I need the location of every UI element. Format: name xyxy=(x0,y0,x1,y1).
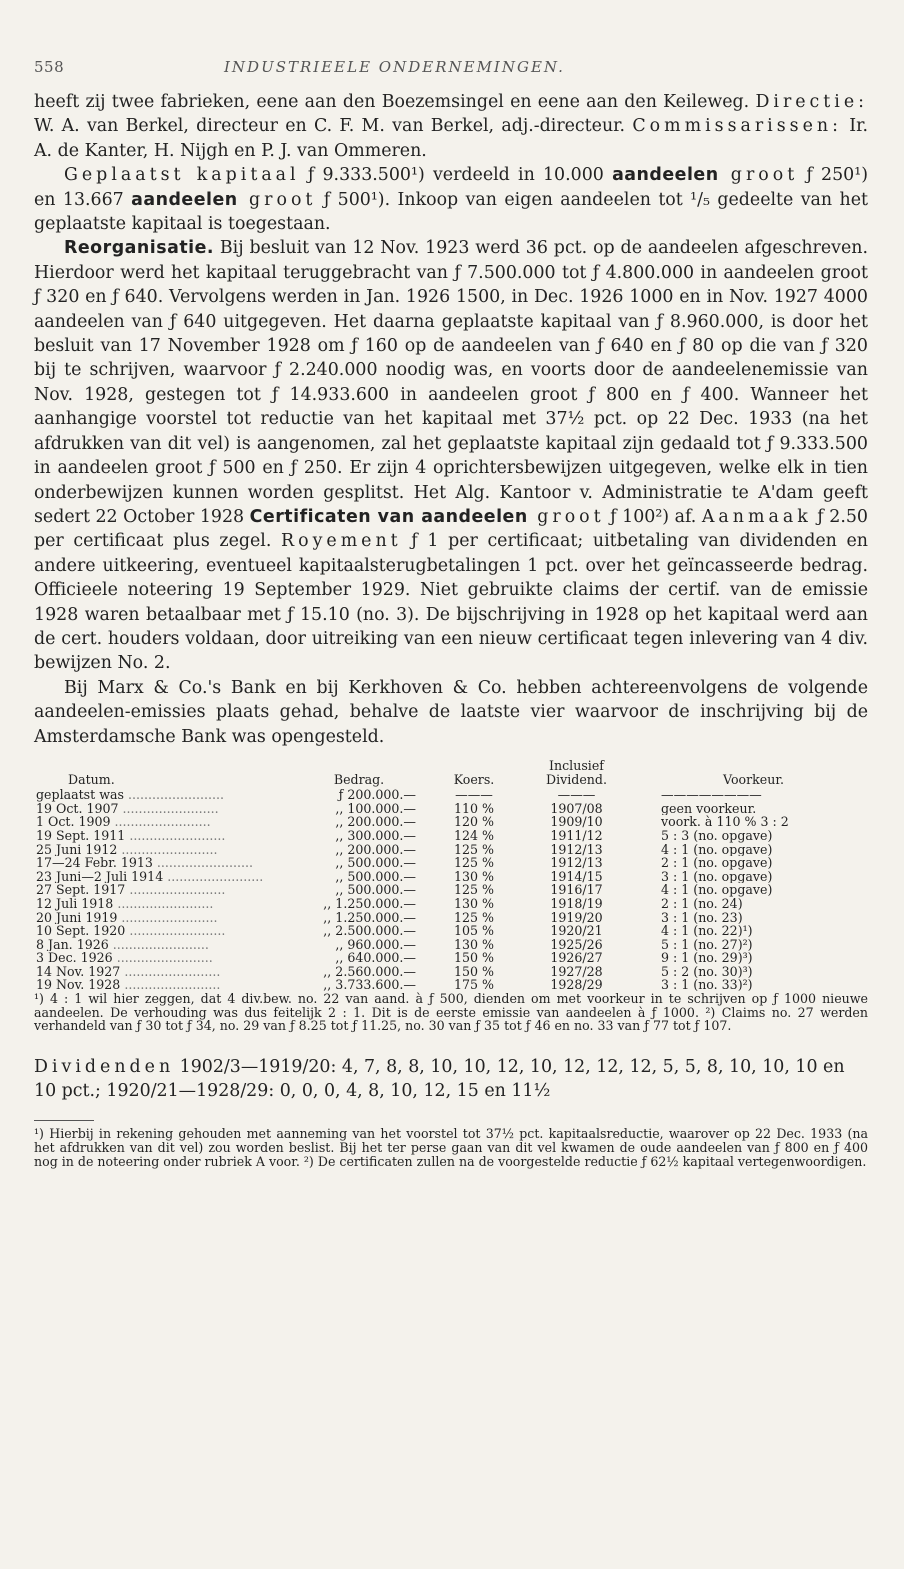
paragraph-kapitaal xyxy=(34,163,868,236)
text-segment: ƒ 9.333.500¹) verdeeld in 10.000 xyxy=(299,165,613,186)
cell-dividend-text: 1912/13 xyxy=(550,842,603,857)
cell-koers-text: 124 % xyxy=(453,828,494,843)
cell-datum-text: 12 Juli 1918 xyxy=(36,896,114,911)
cell-koers xyxy=(434,829,514,843)
cell-bedrag-text: ,, 960.000.— xyxy=(335,937,416,952)
cell-datum xyxy=(34,815,284,829)
cell-datum xyxy=(34,870,284,884)
label-reorganisatie: Reorganisatie. xyxy=(64,238,214,259)
label-groot: groot xyxy=(527,506,605,527)
cell-bedrag xyxy=(284,897,434,911)
cell-datum xyxy=(34,883,284,897)
cell-datum-text: geplaatst was xyxy=(36,788,124,802)
cell-koers xyxy=(434,938,514,952)
cell-voorkeur-text: 5 : 1 (no. 27)²) xyxy=(661,937,753,952)
cell-dividend-text: 1911/12 xyxy=(550,828,603,843)
cell-voorkeur-text: 5 : 2 (no. 30)³) xyxy=(661,964,753,979)
text-segment: ƒ 1 per certificaat; uitbetaling van dividenden en andere uitkeering, eventueel kapitaalsterugbetalingen 1 pct. over het geïncasseerde bedrag. Officieele noteering 19 September 1929. Niet gebruikte claims der certif. van de emissie 1928 waren betaalbaar met ƒ 15.10 (no. 3). De bijschrijving in 1928 op het kapitaal werd aan de cert. houders voldaan, door uitreiking van een nieuw certificaat tegen inlevering van 4 div. bewijzen No. 2. xyxy=(34,531,868,674)
leader-dots: ........................ xyxy=(156,856,253,870)
cell-dividend-text: 1907/08 xyxy=(550,801,603,816)
table-row xyxy=(34,843,868,857)
table-row xyxy=(34,938,868,952)
table-row xyxy=(34,815,868,829)
paragraph-reorganisatie xyxy=(34,236,868,675)
cell-datum xyxy=(34,951,284,965)
cell-koers-text: 130 % xyxy=(453,937,494,952)
cell-datum xyxy=(34,938,284,952)
cell-voorkeur-text: 2 : 1 (no. 24) xyxy=(661,896,743,911)
dividenden-values: 1902/3—1919/20: 4, 7, 8, 8, 10, 10, 12, 10, 12, 12, 12, 5, 5, 8, 10, 10, 10 en 10 pct.; 1920/21—1928/29: 0, 0, 0, 4, 8, 10, 12, 15 en 11½ xyxy=(34,1056,845,1102)
cell-bedrag-text: ,, 500.000.— xyxy=(335,869,416,884)
cell-dividend-text: 1918/19 xyxy=(550,896,603,911)
header-inclusief: Inclusief xyxy=(549,757,604,773)
cell-koers-text: 130 % xyxy=(453,896,494,911)
paragraph-emissies: Bij Marx & Co.'s Bank en bij Kerkhoven & Co. hebben achtereenvolgens de volgende aandeelen-emissies plaats gehad, behalve de laatste vier waarvoor de inschrijving bij de Amsterdamsche Bank was opengesteld. xyxy=(34,677,868,747)
cell-bedrag xyxy=(284,978,434,992)
table-header-row xyxy=(34,759,868,788)
cell-voorkeur xyxy=(639,856,868,870)
page-header xyxy=(34,58,868,76)
table-row xyxy=(34,883,868,897)
cell-dividend xyxy=(514,843,639,857)
cell-dividend-text: 1914/15 xyxy=(550,869,603,884)
label-aandeelen: aandeelen xyxy=(612,165,719,186)
cell-bedrag xyxy=(284,951,434,965)
cell-dividend-text: 1927/28 xyxy=(550,964,603,979)
table-row xyxy=(34,924,868,938)
label-aandeelen: aandeelen xyxy=(131,189,238,210)
cell-koers xyxy=(434,788,514,802)
text-segment: Bij besluit van 12 Nov. 1923 werd 36 pct. op de aandeelen afgeschreven. Hierdoor werd het kapitaal teruggebracht van ƒ 7.500.000 tot ƒ 4.800.000 in aandeelen groot ƒ 320 en ƒ 640. Vervolgens werden in Jan. 1926 1500, in Dec. 1926 1000 en in Nov. 1927 4000 aandeelen van ƒ 640 uitgegeven. Het daarna geplaatste kapitaal van ƒ 8.960.000, is door het besluit van 17 November 1928 om ƒ 160 op de aandeelen van ƒ 640 en ƒ 80 op die van ƒ 320 bij te schrijven, waarvoor ƒ 2.240.000 noodig was, en voorts door de aandeelenemissie van Nov. 1928, gestegen tot ƒ 14.933.600 in aandeelen groot ƒ 800 en ƒ 400. Wanneer het aanhangige voorstel tot reductie van het kapitaal met 37½ pct. op 22 Dec. 1933 (na het afdrukken van dit vel) is aangenomen, zal het geplaatste kapitaal zijn gedaald tot ƒ 9.333.500 in aandeelen groot ƒ 500 en ƒ 250. Er zijn 4 oprichtersbewijzen uitgegeven, welke elk in tien onderbewijzen kunnen worden gesplitst. Het Alg. Kantoor v. Administratie te A'dam geeft sedert 22 October 1928 xyxy=(34,238,868,527)
cell-bedrag-text: ,, 300.000.— xyxy=(335,828,416,843)
text-segment: heeft zij twee fabrieken, eene aan den Boezemsingel en eene aan den Keileweg. xyxy=(34,92,756,112)
cell-bedrag-text: ,, 2.560.000.— xyxy=(323,964,416,979)
table-row xyxy=(34,788,868,802)
leader-dots: ........................ xyxy=(116,951,213,965)
cell-voorkeur xyxy=(639,802,868,816)
leader-dots: ........................ xyxy=(112,937,209,952)
cell-voorkeur-text: geen voorkeur. xyxy=(661,801,757,816)
cell-voorkeur xyxy=(639,951,868,965)
cell-voorkeur-text: 4 : 1 (no. 22)¹) xyxy=(661,924,753,938)
label-royement: Royement xyxy=(281,531,402,552)
cell-koers xyxy=(434,897,514,911)
cell-koers-text: 175 % xyxy=(453,978,494,993)
table-row xyxy=(34,951,868,965)
text-segment: ƒ 500¹). Inkoop van eigen aandeelen tot ¹/₅ gedeelte van het geplaatste kapitaal is toegestaan. xyxy=(34,189,868,235)
label-certificaten: Certificaten van aandeelen xyxy=(249,506,528,527)
cell-datum-text: 27 Sept. 1917 xyxy=(36,883,126,897)
leader-dots: ........................ xyxy=(167,869,264,884)
page-number: 558 xyxy=(34,58,65,76)
leader-dots: ........................ xyxy=(129,883,226,897)
table-row xyxy=(34,897,868,911)
cell-bedrag-text: ,, 1.250.000.— xyxy=(323,896,416,911)
cell-voorkeur xyxy=(639,829,868,843)
label-dividenden: Dividenden xyxy=(34,1056,175,1077)
cell-voorkeur xyxy=(639,965,868,979)
cell-datum-text: 19 Sept. 1911 xyxy=(36,828,126,843)
footnote-rule xyxy=(34,1120,94,1121)
cell-datum xyxy=(34,856,284,870)
cell-koers-text: 125 % xyxy=(453,910,494,925)
text-segment: Ir. A. de Kanter, H. Nijgh en P. J. van Ommeren. xyxy=(34,116,869,161)
leader-dots: ........................ xyxy=(121,842,218,857)
cell-voorkeur xyxy=(639,938,868,952)
cell-bedrag xyxy=(284,965,434,979)
header-dividend xyxy=(514,759,639,788)
cell-bedrag-text: ,, 100.000.— xyxy=(335,801,416,816)
cell-voorkeur-text: 5 : 3 (no. opgave) xyxy=(661,828,773,843)
cell-voorkeur xyxy=(639,870,868,884)
table-row xyxy=(34,802,868,816)
cell-dividend-text: 1928/29 xyxy=(550,978,603,993)
cell-koers-text: 150 % xyxy=(453,951,494,965)
label-groot: groot xyxy=(237,189,317,210)
table-body xyxy=(34,788,868,992)
cell-dividend-text: 1920/21 xyxy=(550,924,603,938)
cell-datum-text: 3 Dec. 1926 xyxy=(36,951,113,965)
cell-voorkeur xyxy=(639,843,868,857)
leader-dots: ........................ xyxy=(129,924,226,938)
cell-koers xyxy=(434,870,514,884)
cell-voorkeur-text: voork. à 110 % 3 : 2 xyxy=(661,815,789,829)
emissies-table xyxy=(34,759,868,992)
cell-datum xyxy=(34,978,284,992)
cell-bedrag xyxy=(284,843,434,857)
label-groot: groot xyxy=(718,165,799,186)
cell-datum xyxy=(34,829,284,843)
paragraph-directie xyxy=(34,90,868,163)
cell-datum-text: 14 Nov. 1927 xyxy=(36,964,121,979)
cell-datum-text: 8 Jan. 1926 xyxy=(36,937,109,952)
leader-dots: ........................ xyxy=(127,788,225,802)
cell-datum xyxy=(34,911,284,925)
cell-dividend xyxy=(514,938,639,952)
cell-koers xyxy=(434,924,514,938)
cell-bedrag-text: ,, 1.250.000.— xyxy=(323,910,416,925)
cell-bedrag-text: ,, 200.000.— xyxy=(335,842,416,857)
cell-bedrag xyxy=(284,856,434,870)
label-commissarissen: Commissarissen: xyxy=(632,116,842,137)
cell-koers-text: ——— xyxy=(455,788,493,802)
cell-dividend xyxy=(514,870,639,884)
cell-datum-text: 23 Juni—2 Juli 1914 xyxy=(36,869,164,884)
text-segment: ƒ 100²) af. xyxy=(604,506,702,527)
cell-voorkeur xyxy=(639,788,868,802)
cell-dividend xyxy=(514,897,639,911)
cell-voorkeur-text: 3 : 1 (no. 33)²) xyxy=(661,978,753,993)
cell-bedrag xyxy=(284,924,434,938)
cell-dividend xyxy=(514,802,639,816)
cell-datum xyxy=(34,924,284,938)
cell-bedrag-text: ,, 640.000.— xyxy=(335,951,416,965)
cell-bedrag-text: ,, 500.000.— xyxy=(335,856,416,870)
cell-dividend-text: 1925/26 xyxy=(550,937,603,952)
cell-dividend xyxy=(514,829,639,843)
table-row xyxy=(34,911,868,925)
cell-datum xyxy=(34,788,284,802)
cell-voorkeur-text: 3 : 1 (no. opgave) xyxy=(661,869,773,884)
text-segment: W. A. van Berkel, directeur en C. F. M. van Berkel, adj.-directeur. xyxy=(34,116,633,137)
cell-datum xyxy=(34,843,284,857)
cell-dividend-text: 1926/27 xyxy=(550,951,603,965)
cell-bedrag xyxy=(284,829,434,843)
cell-dividend xyxy=(514,856,639,870)
table-row xyxy=(34,978,868,992)
label-aanmaak: Aanmaak xyxy=(701,506,812,527)
cell-koers-text: 110 % xyxy=(453,801,494,816)
cell-dividend xyxy=(514,911,639,925)
cell-bedrag-text: ,, 2.500.000.— xyxy=(323,924,416,938)
dividenden-line xyxy=(34,1055,868,1104)
cell-voorkeur xyxy=(639,978,868,992)
cell-koers-text: 130 % xyxy=(453,869,494,884)
leader-dots: ........................ xyxy=(122,801,219,816)
text-segment: ƒ 250¹) en 13.667 xyxy=(34,165,868,210)
label-directie: Directie: xyxy=(755,92,868,112)
body-text xyxy=(34,90,868,749)
cell-datum-text: 10 Sept. 1920 xyxy=(36,924,126,938)
leader-dots: ........................ xyxy=(121,910,218,925)
leader-dots: ........................ xyxy=(114,815,211,829)
cell-voorkeur-text: 3 : 1 (no. 23) xyxy=(661,910,743,925)
leader-dots: ........................ xyxy=(124,978,221,993)
cell-datum-text: 20 Juni 1919 xyxy=(36,910,118,925)
cell-dividend xyxy=(514,815,639,829)
cell-koers-text: 120 % xyxy=(453,815,494,829)
table-row xyxy=(34,829,868,843)
cell-koers xyxy=(434,843,514,857)
cell-dividend-text: 1909/10 xyxy=(550,815,603,829)
cell-bedrag xyxy=(284,911,434,925)
table-note: ¹) 4 : 1 wil hier zeggen, dat 4 div.bew. no. 22 van aand. à ƒ 500, dienden om met voorkeur in te schrijven op ƒ 1000 nieuwe aandeelen. De verhouding was dus feitelijk 2 : 1. Dit is de eerste emissie van aandeelen à ƒ 1000. ²) Claims no. 27 werden verhandeld van ƒ 30 tot ƒ 34, no. 29 van ƒ 8.25 tot ƒ 11.25, no. 30 van ƒ 35 tot ƒ 46 en no. 33 van ƒ 77 tot ƒ 107. xyxy=(34,991,868,1034)
cell-dividend-text: 1916/17 xyxy=(550,883,603,897)
cell-koers xyxy=(434,856,514,870)
cell-voorkeur xyxy=(639,924,868,938)
cell-bedrag xyxy=(284,883,434,897)
cell-dividend xyxy=(514,965,639,979)
cell-bedrag xyxy=(284,788,434,802)
cell-voorkeur xyxy=(639,815,868,829)
cell-koers xyxy=(434,911,514,925)
cell-voorkeur-text: ———————— xyxy=(661,788,762,802)
cell-voorkeur xyxy=(639,911,868,925)
cell-voorkeur-text: 4 : 1 (no. opgave) xyxy=(661,883,773,897)
cell-bedrag xyxy=(284,938,434,952)
cell-koers xyxy=(434,883,514,897)
cell-koers-text: 150 % xyxy=(453,964,494,979)
footnote: ¹) Hierbij in rekening gehouden met aanneming van het voorstel tot 37½ pct. kapitaalsreductie, waarover op 22 Dec. 1933 (na het afdrukken van dit vel) zou worden beslist. Bij het ter perse gaan van dit vel kwamen de oude aandeelen van ƒ 800 en ƒ 400 nog in de noteering onder rubriek A voor. ²) De certificaten zullen na de voorgestelde reductie ƒ 62½ kapitaal vertegenwoordigen. xyxy=(34,1125,868,1170)
cell-bedrag-text: ƒ 200.000.— xyxy=(338,788,416,802)
cell-koers xyxy=(434,815,514,829)
cell-dividend xyxy=(514,978,639,992)
cell-dividend xyxy=(514,788,639,802)
cell-koers-text: 125 % xyxy=(453,883,494,897)
cell-datum-text: 19 Nov. 1928 xyxy=(36,978,121,993)
cell-voorkeur xyxy=(639,883,868,897)
header-dividend-label: Dividend. xyxy=(546,771,607,787)
cell-datum-text: 1 Oct. 1909 xyxy=(36,815,111,829)
leader-dots: ........................ xyxy=(124,964,221,979)
running-title: INDUSTRIEELE ONDERNEMINGEN. xyxy=(224,58,565,76)
header-datum: Datum. xyxy=(68,771,115,787)
header-bedrag: Bedrag. xyxy=(333,771,385,787)
cell-koers-text: 105 % xyxy=(453,924,494,938)
leader-dots: ........................ xyxy=(129,828,226,843)
cell-koers xyxy=(434,951,514,965)
cell-dividend xyxy=(514,924,639,938)
cell-voorkeur xyxy=(639,897,868,911)
cell-datum xyxy=(34,897,284,911)
cell-voorkeur-text: 9 : 1 (no. 29)³) xyxy=(661,951,753,965)
text-segment: ƒ 2.50 per certificaat plus zegel. xyxy=(34,506,868,552)
cell-dividend xyxy=(514,883,639,897)
cell-koers-text: 125 % xyxy=(453,856,494,870)
table-row xyxy=(34,870,868,884)
cell-bedrag-text: ,, 500.000.— xyxy=(335,883,416,897)
cell-dividend-text: 1912/13 xyxy=(550,856,603,870)
header-voorkeur: Voorkeur. xyxy=(723,771,784,787)
header-koers: Koers. xyxy=(453,771,495,787)
cell-bedrag-text: ,, 200.000.— xyxy=(335,815,416,829)
emissies-table-wrap xyxy=(34,759,868,992)
cell-datum-text: 17—24 Febr. 1913 xyxy=(36,856,153,870)
cell-koers-text: 125 % xyxy=(453,842,494,857)
cell-bedrag xyxy=(284,802,434,816)
cell-datum xyxy=(34,965,284,979)
cell-koers xyxy=(434,802,514,816)
cell-datum-text: 25 Juni 1912 xyxy=(36,842,118,857)
cell-datum xyxy=(34,802,284,816)
label-geplaatst-kapitaal: Geplaatst kapitaal xyxy=(64,165,300,186)
table-row xyxy=(34,856,868,870)
cell-dividend-text: 1919/20 xyxy=(550,910,603,925)
cell-koers xyxy=(434,965,514,979)
cell-voorkeur-text: 2 : 1 (no. opgave) xyxy=(661,856,773,870)
cell-dividend xyxy=(514,951,639,965)
table-row xyxy=(34,965,868,979)
leader-dots: ........................ xyxy=(117,896,214,911)
cell-koers xyxy=(434,978,514,992)
cell-bedrag-text: ,, 3.733.600.— xyxy=(323,978,416,993)
cell-datum-text: 19 Oct. 1907 xyxy=(36,801,119,816)
cell-dividend-text: ——— xyxy=(557,788,596,802)
cell-bedrag xyxy=(284,815,434,829)
cell-bedrag xyxy=(284,870,434,884)
cell-voorkeur-text: 4 : 1 (no. opgave) xyxy=(661,842,773,857)
